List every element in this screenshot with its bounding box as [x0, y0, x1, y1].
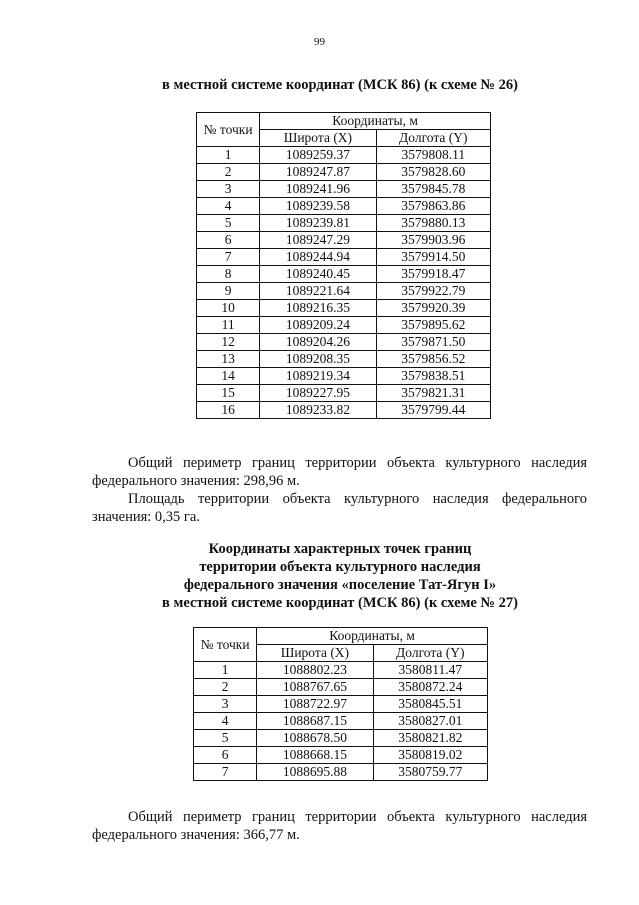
table-row: [197, 283, 491, 300]
perimeter-text-26: Общий периметр границ территории объекта культурного наследия федерального значения: 298,96 м.: [92, 455, 587, 489]
longitude-y-cell: 3580845.51: [373, 696, 487, 713]
latitude-x-cell: 1089221.64: [260, 283, 376, 300]
point-number-cell: 11: [197, 317, 260, 334]
latitude-x-cell: 1089204.26: [260, 334, 376, 351]
table-body: [197, 113, 491, 419]
longitude-y-cell: 3580872.24: [373, 679, 487, 696]
point-number-cell: 6: [194, 747, 257, 764]
point-number-cell: 7: [197, 249, 260, 266]
latitude-x-cell: 1089244.94: [260, 249, 376, 266]
latitude-x-cell: 1088678.50: [257, 730, 373, 747]
longitude-y-cell: 3579914.50: [376, 249, 490, 266]
point-number-cell: 7: [194, 764, 257, 781]
latitude-x-cell: 1089233.82: [260, 402, 376, 419]
latitude-x-cell: 1088687.15: [257, 713, 373, 730]
point-number-cell: 12: [197, 334, 260, 351]
point-number-cell: 16: [197, 402, 260, 419]
table-row: [197, 215, 491, 232]
longitude-y-cell: 3580811.47: [373, 662, 487, 679]
longitude-y-cell: 3579863.86: [376, 198, 490, 215]
point-number-cell: 6: [197, 232, 260, 249]
header-coordinates: Координаты, м: [257, 628, 488, 645]
latitude-x-cell: 1089209.24: [260, 317, 376, 334]
point-number-cell: 3: [197, 181, 260, 198]
latitude-x-cell: 1089239.81: [260, 215, 376, 232]
point-number-cell: 2: [194, 679, 257, 696]
point-number-cell: 15: [197, 385, 260, 402]
table-row: [197, 147, 491, 164]
heading-line: федерального значения «поселение Тат-Ягун I»: [183, 577, 497, 593]
table-row: [197, 334, 491, 351]
point-number-cell: 9: [197, 283, 260, 300]
point-number-cell: 14: [197, 368, 260, 385]
point-number-cell: 4: [197, 198, 260, 215]
longitude-y-cell: 3579918.47: [376, 266, 490, 283]
header-point-number: № точки: [197, 113, 260, 147]
table-row: [194, 696, 488, 713]
heading-line: Координаты характерных точек границ: [208, 541, 472, 557]
latitude-x-cell: 1089241.96: [260, 181, 376, 198]
longitude-y-cell: 3579922.79: [376, 283, 490, 300]
header-longitude-y: Долгота (Y): [376, 130, 490, 147]
heading-line: территории объекта культурного наследия: [199, 559, 481, 575]
coordinates-table-27: [193, 627, 488, 781]
table-row: [194, 679, 488, 696]
coordinates-table-26: [196, 112, 491, 419]
point-number-cell: 4: [194, 713, 257, 730]
point-number-cell: 3: [194, 696, 257, 713]
longitude-y-cell: 3579821.31: [376, 385, 490, 402]
longitude-y-cell: 3579808.11: [376, 147, 490, 164]
table-row: [197, 198, 491, 215]
longitude-y-cell: 3579845.78: [376, 181, 490, 198]
header-coordinates: Координаты, м: [260, 113, 491, 130]
point-number-cell: 1: [197, 147, 260, 164]
table-row: [197, 232, 491, 249]
point-number-cell: 5: [194, 730, 257, 747]
longitude-y-cell: 3579799.44: [376, 402, 490, 419]
point-number-cell: 1: [194, 662, 257, 679]
table-header-row: [194, 628, 488, 645]
longitude-y-cell: 3579856.52: [376, 351, 490, 368]
table-row: [197, 368, 491, 385]
longitude-y-cell: 3579895.62: [376, 317, 490, 334]
latitude-x-cell: 1089240.45: [260, 266, 376, 283]
latitude-x-cell: 1089247.29: [260, 232, 376, 249]
latitude-x-cell: 1089208.35: [260, 351, 376, 368]
point-number-cell: 2: [197, 164, 260, 181]
heading-line: в местной системе координат (МСК 86) (к схеме № 27): [162, 595, 518, 611]
table-row: [194, 713, 488, 730]
page-number: 99: [314, 36, 325, 48]
table-row: [197, 300, 491, 317]
area-text-26: Площадь территории объекта культурного наследия федерального значения: 0,35 га.: [92, 491, 587, 525]
table-row: [197, 164, 491, 181]
latitude-x-cell: 1088722.97: [257, 696, 373, 713]
latitude-x-cell: 1088695.88: [257, 764, 373, 781]
table-row: [194, 747, 488, 764]
latitude-x-cell: 1089259.37: [260, 147, 376, 164]
point-number-cell: 10: [197, 300, 260, 317]
point-number-cell: 8: [197, 266, 260, 283]
longitude-y-cell: 3579903.96: [376, 232, 490, 249]
table-row: [194, 730, 488, 747]
latitude-x-cell: 1089239.58: [260, 198, 376, 215]
table-row: [197, 317, 491, 334]
latitude-x-cell: 1088767.65: [257, 679, 373, 696]
latitude-x-cell: 1088802.23: [257, 662, 373, 679]
header-latitude-x: Широта (X): [260, 130, 376, 147]
latitude-x-cell: 1089219.34: [260, 368, 376, 385]
table-row: [197, 351, 491, 368]
table-row: [197, 266, 491, 283]
longitude-y-cell: 3580759.77: [373, 764, 487, 781]
table-row: [197, 249, 491, 266]
latitude-x-cell: 1089227.95: [260, 385, 376, 402]
table-row: [197, 385, 491, 402]
table-body: [194, 628, 488, 781]
longitude-y-cell: 3580827.01: [373, 713, 487, 730]
latitude-x-cell: 1088668.15: [257, 747, 373, 764]
table-header-row: [197, 113, 491, 130]
perimeter-text-27: Общий периметр границ территории объекта культурного наследия федерального значения: 366,77 м.: [92, 809, 587, 843]
section2-heading: [60, 540, 620, 612]
section1-heading: в местной системе координат (МСК 86) (к схеме № 26): [162, 77, 518, 93]
table-row: [194, 662, 488, 679]
longitude-y-cell: 3579838.51: [376, 368, 490, 385]
header-longitude-y: Долгота (Y): [373, 645, 487, 662]
longitude-y-cell: 3579828.60: [376, 164, 490, 181]
longitude-y-cell: 3580819.02: [373, 747, 487, 764]
point-number-cell: 5: [197, 215, 260, 232]
table-row: [194, 764, 488, 781]
longitude-y-cell: 3579880.13: [376, 215, 490, 232]
point-number-cell: 13: [197, 351, 260, 368]
table-row: [197, 402, 491, 419]
longitude-y-cell: 3579920.39: [376, 300, 490, 317]
header-latitude-x: Широта (X): [257, 645, 373, 662]
longitude-y-cell: 3579871.50: [376, 334, 490, 351]
latitude-x-cell: 1089247.87: [260, 164, 376, 181]
longitude-y-cell: 3580821.82: [373, 730, 487, 747]
latitude-x-cell: 1089216.35: [260, 300, 376, 317]
header-point-number: № точки: [194, 628, 257, 662]
table-row: [197, 181, 491, 198]
